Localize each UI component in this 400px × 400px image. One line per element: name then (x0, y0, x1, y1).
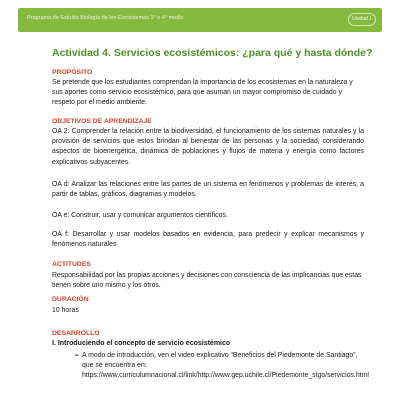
unit-badge: Unidad 1 (348, 13, 376, 26)
duration-heading: DURACIÓN (52, 296, 89, 303)
bullet-text: A modo de introducción, ven el video explicativo “Beneficios del Piedemonte de Santiago”, que se encuentra en: https://www.curriculumnacional.cl/link/http://www.gep.uchile.cl/Piedemonte_stgo/servicios.html (82, 352, 369, 380)
activity-title: Actividad 4. Servicios ecosistémicos: ¿para qué y hasta dónde? (52, 47, 373, 59)
attitudes-text: Responsabilidad por las propias acciones y decisiones con consciencia de las implicancias que estas tienen sobre uno mismo y los otros. (52, 272, 362, 290)
attitudes-heading: ACTITUDES (52, 261, 91, 268)
duration-text: 10 horas (52, 307, 79, 314)
objective-oae: OA e: Construir, usar y comunicar argumentos científicos. (52, 212, 228, 219)
purpose-text: Se pretende que los estudiantes comprendan la importancia de los ecosistemas en la naturaleza y sus aportes como servicio ecosistémico, para que asuman un mayor compromiso de cuidado y respeto por el medio ambiente. (52, 79, 353, 107)
purpose-heading: PROPÓSITO (52, 69, 93, 76)
objective-oa2: OA 2: Comprender la relación entre la biodiversidad, el funcionamiento de los sistemas naturales y la provisión de servicios que estos brindan al bienestar de las personas y la sociedad, considerando aspectos de bioenergética, dinámica de poblaciones y flujos de materia y energía como factores explicativos subyacentes. (52, 128, 364, 166)
program-title: Programa de Estudio Biología de los Ecosistemas 3° o 4° medio (27, 15, 184, 21)
objective-oad: OA d: Analizar las relaciones entre las partes de un sistema en fenómenos y problemas de interés, a partir de tablas, gráficos, diagramas y modelos. (52, 181, 364, 199)
objectives-heading: OBJETIVOS DE APRENDIZAJE (52, 118, 152, 125)
objective-oaf: OA f: Desarrollar y usar modelos basados en evidencia, para predecir y explicar mecanismos y fenómenos naturales (52, 231, 364, 249)
development-subheading: I. Introduciendo el concepto de servicio ecosistémico (52, 340, 231, 347)
header-bar (18, 8, 382, 32)
arrow-bullet-icon: ➢ (74, 352, 80, 359)
development-heading: DESARROLLO (52, 330, 100, 337)
